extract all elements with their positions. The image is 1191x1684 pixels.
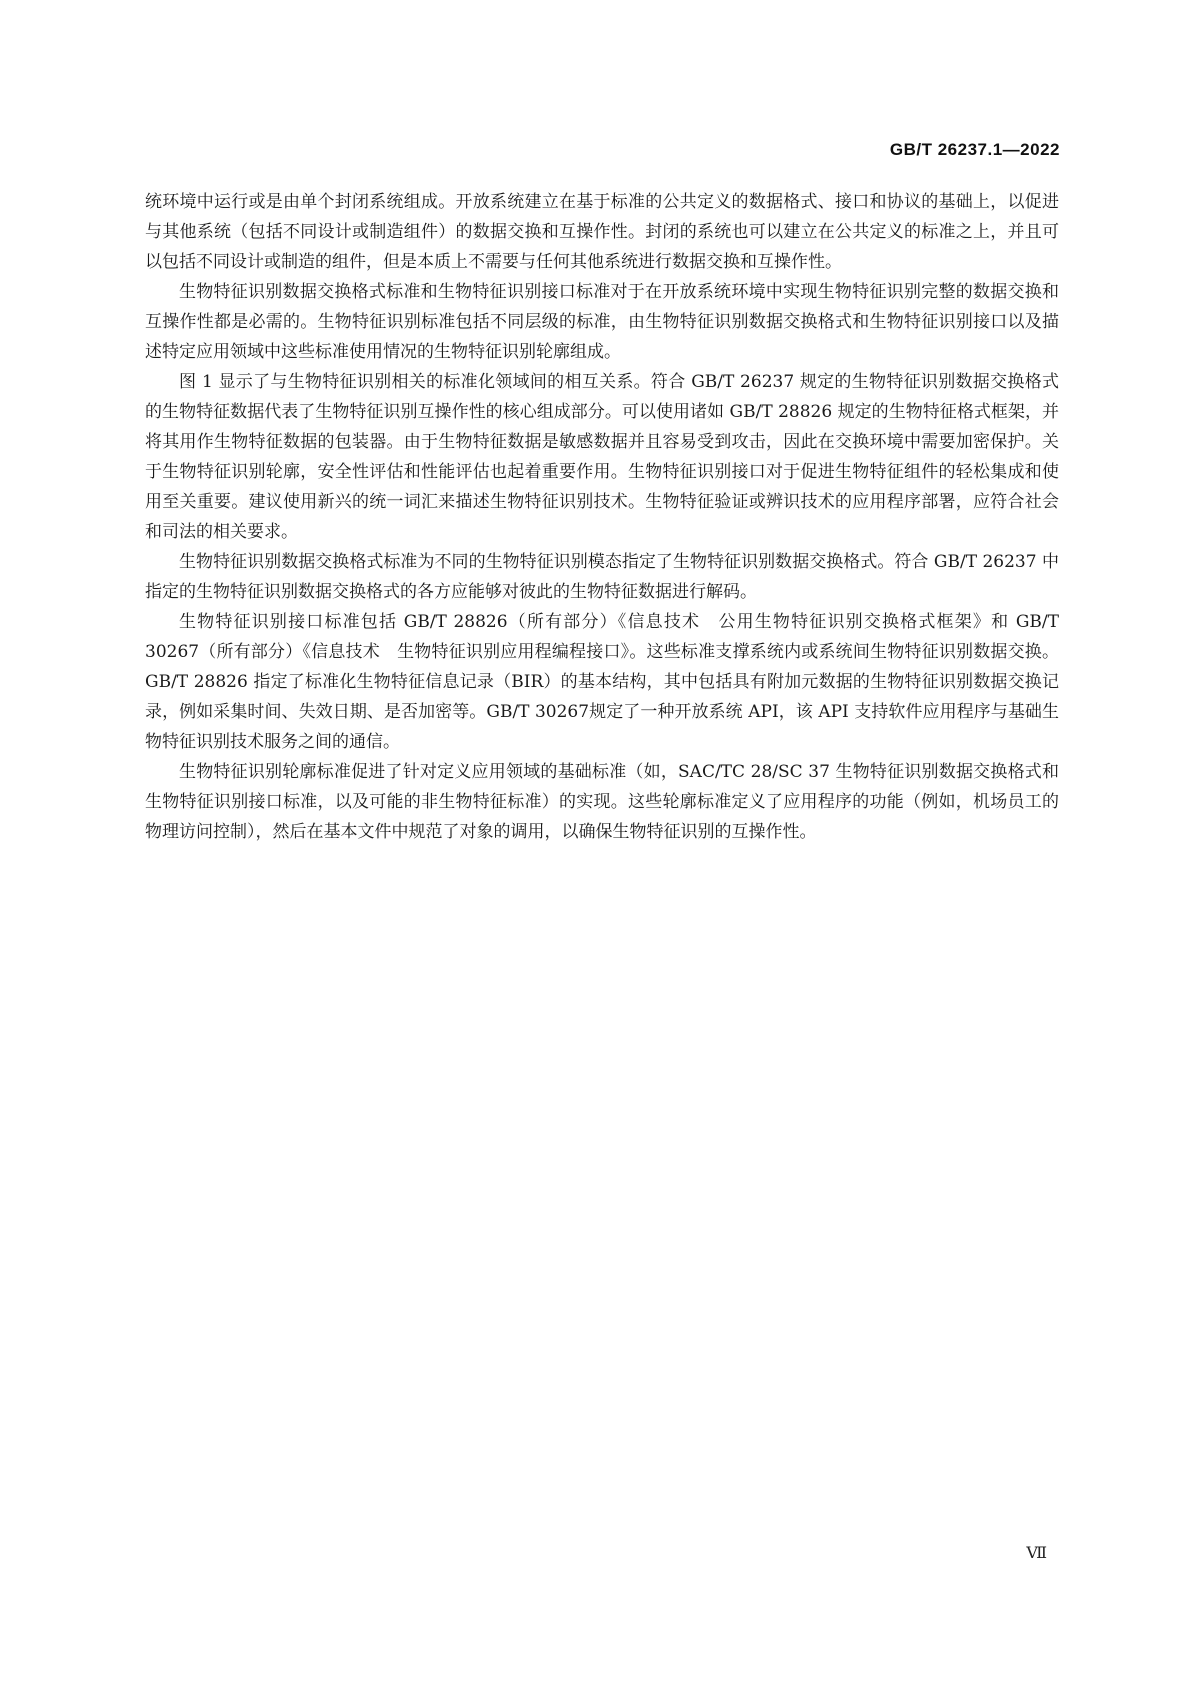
paragraph-continued: 统环境中运行或是由单个封闭系统组成。开放系统建立在基于标准的公共定义的数据格式、接口和协议的基础上，以促进与其他系统（包括不同设计或制造组件）的数据交换和互操作性。封闭的系统也可以建立在公共定义的标准之上，并且可以包括不同设计或制造的组件，但是本质上不需要与任何其他系统进行数据交换和互操作性。 xyxy=(145,192,1059,272)
paragraph-exchange-interface-standards: 生物特征识别数据交换格式标准和生物特征识别接口标准对于在开放系统环境中实现生物特征识别完整的数据交换和互操作性都是必需的。生物特征识别标准包括不同层级的标准，由生物特征识别数据交换格式和生物特征识别接口以及描述特定应用领域中这些标准使用情况的生物特征识别轮廓组成。 xyxy=(145,282,1059,362)
paragraph-figure-1-relationship: 图 1 显示了与生物特征识别相关的标准化领域间的相互关系。符合 GB/T 26237 规定的生物特征识别数据交换格式的生物特征数据代表了生物特征识别互操作性的核心组成部分。可以使用诸如 GB/T 28826 规定的生物特征格式框架，并将其用作生物特征数据的包装器。由于生物特征数据是敏感数据并且容易受到攻击，因此在交换环境中需要加密保护。关于生物特征识别轮廓，安全性评估和性能评估也起着重要作用。生物特征识别接口对于促进生物特征组件的轻松集成和使用至关重要。建议使用新兴的统一词汇来描述生物特征识别技术。生物特征验证或辨识技术的应用程序部署，应符合社会和司法的相关要求。 xyxy=(145,372,1059,542)
paragraph-data-exchange-formats: 生物特征识别数据交换格式标准为不同的生物特征识别模态指定了生物特征识别数据交换格式。符合 GB/T 26237 中指定的生物特征识别数据交换格式的各方应能够对彼此的生物特征数据进行解码。 xyxy=(145,552,1059,602)
standard-number-header: GB/T 26237.1—2022 xyxy=(889,140,1060,159)
document-body xyxy=(145,187,1059,847)
page-number: Ⅶ xyxy=(1026,1543,1047,1562)
paragraph-interface-standards: 生物特征识别接口标准包括 GB/T 28826（所有部分）《信息技术 公用生物特征识别交换格式框架》和 GB/T 30267（所有部分）《信息技术 生物特征识别应用程编程接口》。这些标准支撑系统内或系统间生物特征识别数据交换。GB/T 28826 指定了标准化生物特征信息记录（BIR）的基本结构，其中包括具有附加元数据的生物特征识别数据交换记录，例如采集时间、失效日期、是否加密等。GB/T 30267规定了一种开放系统 API，该 API 支持软件应用程序与基础生物特征识别技术服务之间的通信。 xyxy=(145,612,1059,752)
paragraph-profile-standards: 生物特征识别轮廓标准促进了针对定义应用领域的基础标准（如，SAC/TC 28/SC 37 生物特征识别数据交换格式和生物特征识别接口标准，以及可能的非生物特征标准）的实现。这些轮廓标准定义了应用程序的功能（例如，机场员工的物理访问控制），然后在基本文件中规范了对象的调用，以确保生物特征识别的互操作性。 xyxy=(145,762,1059,842)
